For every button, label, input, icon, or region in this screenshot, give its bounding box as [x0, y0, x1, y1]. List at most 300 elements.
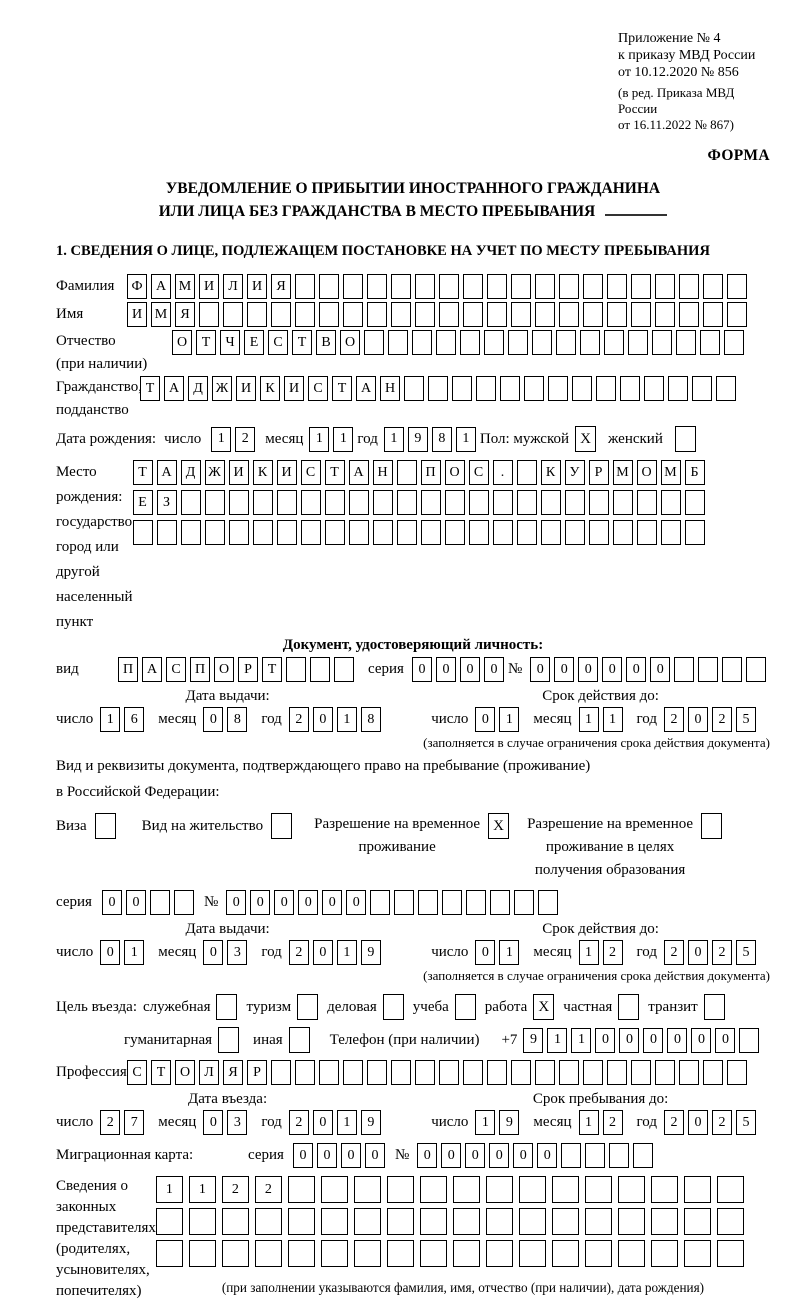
form-cell[interactable] — [229, 520, 249, 545]
form-cell[interactable] — [631, 302, 651, 327]
form-cell[interactable] — [700, 330, 720, 355]
form-cell[interactable] — [466, 890, 486, 915]
form-cell[interactable]: 0 — [341, 1143, 361, 1168]
form-cell[interactable] — [354, 1176, 381, 1203]
form-cell[interactable]: 1 — [384, 427, 404, 452]
form-cell[interactable] — [354, 1208, 381, 1235]
form-cell[interactable]: О — [172, 330, 192, 355]
form-cell[interactable] — [301, 520, 321, 545]
checkbox-purpose-official[interactable] — [216, 994, 237, 1020]
form-cell[interactable] — [674, 657, 694, 682]
form-cell[interactable]: 1 — [211, 427, 231, 452]
form-cell[interactable]: 0 — [346, 890, 366, 915]
form-cell[interactable]: 3 — [227, 940, 247, 965]
form-cell[interactable] — [746, 657, 766, 682]
form-cell[interactable]: Л — [199, 1060, 219, 1085]
form-cell[interactable] — [628, 330, 648, 355]
form-cell[interactable]: 0 — [417, 1143, 437, 1168]
form-cell[interactable]: 0 — [489, 1143, 509, 1168]
form-cell[interactable] — [633, 1143, 653, 1168]
form-cell[interactable]: С — [308, 376, 328, 401]
form-cell[interactable]: Ж — [205, 460, 225, 485]
form-cell[interactable] — [651, 1208, 678, 1235]
form-cell[interactable]: А — [356, 376, 376, 401]
form-cell[interactable] — [442, 890, 462, 915]
form-cell[interactable]: 0 — [537, 1143, 557, 1168]
form-cell[interactable]: 0 — [688, 707, 708, 732]
form-cell[interactable] — [156, 1208, 183, 1235]
form-cell[interactable] — [397, 460, 417, 485]
form-cell[interactable]: Р — [238, 657, 258, 682]
form-cell[interactable]: 1 — [571, 1028, 591, 1053]
checkbox-temp-permit-edu[interactable] — [701, 813, 722, 839]
form-cell[interactable]: 0 — [460, 657, 480, 682]
form-cell[interactable] — [548, 376, 568, 401]
form-cell[interactable] — [684, 1208, 711, 1235]
form-cell[interactable] — [463, 1060, 483, 1085]
form-cell[interactable] — [288, 1240, 315, 1267]
form-cell[interactable] — [277, 490, 297, 515]
form-cell[interactable]: 0 — [313, 707, 333, 732]
form-cell[interactable]: 0 — [513, 1143, 533, 1168]
checkbox-sex-female[interactable] — [675, 426, 696, 452]
form-cell[interactable]: 3 — [227, 1110, 247, 1135]
form-cell[interactable]: И — [236, 376, 256, 401]
form-cell[interactable] — [439, 274, 459, 299]
form-cell[interactable] — [583, 1060, 603, 1085]
form-cell[interactable]: . — [493, 460, 513, 485]
form-cell[interactable]: О — [175, 1060, 195, 1085]
checkbox-purpose-work[interactable]: X — [533, 994, 554, 1020]
form-cell[interactable]: 0 — [293, 1143, 313, 1168]
form-cell[interactable] — [607, 274, 627, 299]
form-cell[interactable] — [420, 1176, 447, 1203]
form-cell[interactable]: 2 — [712, 707, 732, 732]
form-cell[interactable] — [679, 274, 699, 299]
form-cell[interactable]: 0 — [226, 890, 246, 915]
form-cell[interactable]: 0 — [688, 1110, 708, 1135]
form-cell[interactable] — [559, 302, 579, 327]
form-cell[interactable] — [157, 520, 177, 545]
form-cell[interactable]: 1 — [337, 1110, 357, 1135]
form-cell[interactable] — [517, 490, 537, 515]
form-cell[interactable]: А — [164, 376, 184, 401]
form-cell[interactable]: 1 — [499, 707, 519, 732]
form-cell[interactable]: 0 — [126, 890, 146, 915]
form-cell[interactable] — [445, 520, 465, 545]
form-cell[interactable]: 0 — [313, 1110, 333, 1135]
form-cell[interactable] — [421, 490, 441, 515]
form-cell[interactable]: 0 — [365, 1143, 385, 1168]
form-cell[interactable] — [552, 1176, 579, 1203]
form-cell[interactable] — [490, 890, 510, 915]
form-cell[interactable] — [493, 520, 513, 545]
form-cell[interactable] — [535, 302, 555, 327]
form-cell[interactable] — [373, 490, 393, 515]
form-cell[interactable] — [387, 1240, 414, 1267]
checkbox-temp-permit[interactable]: X — [488, 813, 509, 839]
form-cell[interactable] — [388, 330, 408, 355]
form-cell[interactable] — [572, 376, 592, 401]
form-cell[interactable]: К — [541, 460, 561, 485]
form-cell[interactable] — [508, 330, 528, 355]
form-cell[interactable] — [535, 1060, 555, 1085]
form-cell[interactable] — [585, 1143, 605, 1168]
form-cell[interactable] — [552, 1208, 579, 1235]
form-cell[interactable]: 8 — [432, 427, 452, 452]
form-cell[interactable]: М — [613, 460, 633, 485]
form-cell[interactable]: 2 — [664, 707, 684, 732]
form-cell[interactable]: К — [253, 460, 273, 485]
form-cell[interactable] — [199, 302, 219, 327]
form-cell[interactable] — [391, 274, 411, 299]
form-cell[interactable] — [343, 274, 363, 299]
form-cell[interactable]: И — [247, 274, 267, 299]
form-cell[interactable] — [559, 274, 579, 299]
form-cell[interactable]: 2 — [664, 1110, 684, 1135]
form-cell[interactable]: 1 — [156, 1176, 183, 1203]
form-cell[interactable]: 0 — [602, 657, 622, 682]
form-cell[interactable] — [676, 330, 696, 355]
form-cell[interactable] — [295, 274, 315, 299]
form-cell[interactable] — [286, 657, 306, 682]
form-cell[interactable] — [181, 490, 201, 515]
form-cell[interactable] — [684, 1240, 711, 1267]
form-cell[interactable] — [561, 1143, 581, 1168]
form-cell[interactable]: 0 — [203, 1110, 223, 1135]
form-cell[interactable] — [391, 1060, 411, 1085]
form-cell[interactable]: М — [175, 274, 195, 299]
form-cell[interactable] — [511, 302, 531, 327]
form-cell[interactable]: Т — [196, 330, 216, 355]
form-cell[interactable]: 9 — [361, 1110, 381, 1135]
form-cell[interactable] — [420, 1240, 447, 1267]
form-cell[interactable] — [364, 330, 384, 355]
form-cell[interactable]: С — [469, 460, 489, 485]
form-cell[interactable]: 0 — [250, 890, 270, 915]
form-cell[interactable] — [486, 1176, 513, 1203]
form-cell[interactable] — [397, 520, 417, 545]
form-cell[interactable] — [596, 376, 616, 401]
form-cell[interactable] — [685, 520, 705, 545]
form-cell[interactable]: 0 — [667, 1028, 687, 1053]
form-cell[interactable] — [583, 274, 603, 299]
form-cell[interactable] — [552, 1240, 579, 1267]
form-cell[interactable] — [321, 1240, 348, 1267]
form-cell[interactable]: 0 — [465, 1143, 485, 1168]
form-cell[interactable] — [692, 376, 712, 401]
form-cell[interactable]: 2 — [235, 427, 255, 452]
form-cell[interactable] — [367, 274, 387, 299]
form-cell[interactable]: 2 — [255, 1176, 282, 1203]
form-cell[interactable] — [349, 520, 369, 545]
form-cell[interactable] — [319, 302, 339, 327]
form-cell[interactable] — [668, 376, 688, 401]
form-cell[interactable]: 0 — [317, 1143, 337, 1168]
form-cell[interactable] — [589, 490, 609, 515]
form-cell[interactable] — [463, 302, 483, 327]
form-cell[interactable] — [517, 460, 537, 485]
form-cell[interactable]: 2 — [712, 940, 732, 965]
form-cell[interactable] — [255, 1208, 282, 1235]
form-cell[interactable] — [631, 1060, 651, 1085]
form-cell[interactable]: Р — [589, 460, 609, 485]
form-cell[interactable] — [511, 274, 531, 299]
checkbox-sex-male[interactable]: X — [575, 426, 596, 452]
form-cell[interactable] — [519, 1176, 546, 1203]
form-cell[interactable]: 0 — [274, 890, 294, 915]
form-cell[interactable] — [486, 1208, 513, 1235]
form-cell[interactable]: 2 — [712, 1110, 732, 1135]
form-cell[interactable]: А — [142, 657, 162, 682]
form-cell[interactable]: 0 — [441, 1143, 461, 1168]
form-cell[interactable]: 1 — [333, 427, 353, 452]
form-cell[interactable] — [727, 302, 747, 327]
form-cell[interactable] — [205, 490, 225, 515]
form-cell[interactable] — [325, 490, 345, 515]
form-cell[interactable]: Н — [373, 460, 393, 485]
form-cell[interactable] — [469, 490, 489, 515]
form-cell[interactable]: К — [260, 376, 280, 401]
form-cell[interactable] — [205, 520, 225, 545]
form-cell[interactable] — [421, 520, 441, 545]
form-cell[interactable] — [514, 890, 534, 915]
form-cell[interactable] — [412, 330, 432, 355]
form-cell[interactable] — [367, 302, 387, 327]
form-cell[interactable]: 2 — [289, 940, 309, 965]
form-cell[interactable] — [524, 376, 544, 401]
form-cell[interactable]: 8 — [227, 707, 247, 732]
form-cell[interactable] — [271, 1060, 291, 1085]
form-cell[interactable]: 0 — [595, 1028, 615, 1053]
form-cell[interactable] — [685, 490, 705, 515]
form-cell[interactable]: Ф — [127, 274, 147, 299]
form-cell[interactable]: Е — [133, 490, 153, 515]
form-cell[interactable] — [181, 520, 201, 545]
checkbox-purpose-private[interactable] — [618, 994, 639, 1020]
form-cell[interactable] — [637, 490, 657, 515]
form-cell[interactable]: 0 — [475, 707, 495, 732]
form-cell[interactable] — [717, 1208, 744, 1235]
form-cell[interactable] — [609, 1143, 629, 1168]
form-cell[interactable]: 0 — [619, 1028, 639, 1053]
form-cell[interactable] — [644, 376, 664, 401]
form-cell[interactable] — [613, 490, 633, 515]
form-cell[interactable] — [493, 490, 513, 515]
form-cell[interactable]: Т — [133, 460, 153, 485]
form-cell[interactable]: 5 — [736, 707, 756, 732]
form-cell[interactable]: 0 — [626, 657, 646, 682]
form-cell[interactable] — [394, 890, 414, 915]
form-cell[interactable] — [453, 1240, 480, 1267]
form-cell[interactable] — [334, 657, 354, 682]
form-cell[interactable]: 2 — [664, 940, 684, 965]
form-cell[interactable]: Ч — [220, 330, 240, 355]
form-cell[interactable] — [174, 890, 194, 915]
form-cell[interactable] — [618, 1176, 645, 1203]
form-cell[interactable] — [255, 1240, 282, 1267]
form-cell[interactable]: И — [229, 460, 249, 485]
form-cell[interactable] — [189, 1208, 216, 1235]
form-cell[interactable]: С — [166, 657, 186, 682]
form-cell[interactable] — [651, 1240, 678, 1267]
checkbox-purpose-other[interactable] — [289, 1027, 310, 1053]
form-cell[interactable] — [739, 1028, 759, 1053]
form-cell[interactable]: Я — [271, 274, 291, 299]
form-cell[interactable]: 1 — [337, 940, 357, 965]
form-cell[interactable] — [618, 1208, 645, 1235]
form-cell[interactable] — [288, 1208, 315, 1235]
form-cell[interactable]: 0 — [688, 940, 708, 965]
checkbox-purpose-transit[interactable] — [704, 994, 725, 1020]
form-cell[interactable]: И — [127, 302, 147, 327]
form-cell[interactable]: 9 — [499, 1110, 519, 1135]
form-cell[interactable] — [463, 274, 483, 299]
form-cell[interactable]: 2 — [603, 940, 623, 965]
form-cell[interactable]: 6 — [124, 707, 144, 732]
form-cell[interactable]: 2 — [100, 1110, 120, 1135]
form-cell[interactable] — [727, 1060, 747, 1085]
form-cell[interactable]: 0 — [650, 657, 670, 682]
form-cell[interactable]: У — [565, 460, 585, 485]
form-cell[interactable]: 0 — [100, 940, 120, 965]
form-cell[interactable] — [476, 376, 496, 401]
form-cell[interactable]: Т — [292, 330, 312, 355]
form-cell[interactable]: С — [127, 1060, 147, 1085]
form-cell[interactable]: 9 — [408, 427, 428, 452]
form-cell[interactable]: Т — [140, 376, 160, 401]
form-cell[interactable]: И — [199, 274, 219, 299]
form-cell[interactable]: С — [301, 460, 321, 485]
form-cell[interactable] — [583, 302, 603, 327]
form-cell[interactable]: 2 — [289, 1110, 309, 1135]
form-cell[interactable] — [618, 1240, 645, 1267]
form-cell[interactable]: 1 — [579, 707, 599, 732]
form-cell[interactable]: 0 — [715, 1028, 735, 1053]
form-cell[interactable]: Т — [332, 376, 352, 401]
form-cell[interactable] — [391, 302, 411, 327]
form-cell[interactable] — [404, 376, 424, 401]
form-cell[interactable] — [655, 1060, 675, 1085]
form-cell[interactable]: С — [268, 330, 288, 355]
form-cell[interactable] — [589, 520, 609, 545]
form-cell[interactable]: И — [277, 460, 297, 485]
form-cell[interactable] — [453, 1176, 480, 1203]
form-cell[interactable] — [538, 890, 558, 915]
form-cell[interactable] — [661, 490, 681, 515]
form-cell[interactable] — [717, 1240, 744, 1267]
form-cell[interactable]: 0 — [578, 657, 598, 682]
form-cell[interactable]: 1 — [579, 940, 599, 965]
form-cell[interactable] — [679, 302, 699, 327]
form-cell[interactable] — [156, 1240, 183, 1267]
form-cell[interactable] — [133, 520, 153, 545]
form-cell[interactable]: 5 — [736, 940, 756, 965]
checkbox-purpose-business[interactable] — [383, 994, 404, 1020]
form-cell[interactable] — [565, 520, 585, 545]
form-cell[interactable] — [271, 302, 291, 327]
form-cell[interactable] — [580, 330, 600, 355]
form-cell[interactable]: 1 — [475, 1110, 495, 1135]
form-cell[interactable] — [655, 302, 675, 327]
form-cell[interactable] — [651, 1176, 678, 1203]
form-cell[interactable]: 1 — [499, 940, 519, 965]
form-cell[interactable]: 0 — [298, 890, 318, 915]
form-cell[interactable]: Я — [175, 302, 195, 327]
form-cell[interactable] — [585, 1176, 612, 1203]
form-cell[interactable] — [607, 302, 627, 327]
form-cell[interactable]: О — [214, 657, 234, 682]
form-cell[interactable] — [532, 330, 552, 355]
form-cell[interactable]: Т — [151, 1060, 171, 1085]
form-cell[interactable]: Я — [223, 1060, 243, 1085]
form-cell[interactable]: 1 — [337, 707, 357, 732]
form-cell[interactable] — [565, 490, 585, 515]
form-cell[interactable] — [727, 274, 747, 299]
form-cell[interactable]: О — [445, 460, 465, 485]
form-cell[interactable] — [652, 330, 672, 355]
form-cell[interactable] — [310, 657, 330, 682]
form-cell[interactable] — [343, 302, 363, 327]
form-cell[interactable] — [519, 1208, 546, 1235]
form-cell[interactable]: 9 — [523, 1028, 543, 1053]
form-cell[interactable] — [541, 490, 561, 515]
form-cell[interactable] — [487, 274, 507, 299]
form-cell[interactable] — [295, 1060, 315, 1085]
form-cell[interactable]: М — [661, 460, 681, 485]
form-cell[interactable]: П — [190, 657, 210, 682]
form-cell[interactable] — [349, 490, 369, 515]
form-cell[interactable]: 0 — [313, 940, 333, 965]
form-cell[interactable] — [613, 520, 633, 545]
form-cell[interactable]: 1 — [456, 427, 476, 452]
form-cell[interactable]: Т — [325, 460, 345, 485]
form-cell[interactable] — [519, 1240, 546, 1267]
form-cell[interactable]: О — [340, 330, 360, 355]
form-cell[interactable] — [222, 1240, 249, 1267]
form-cell[interactable] — [541, 520, 561, 545]
form-cell[interactable]: А — [151, 274, 171, 299]
form-cell[interactable] — [247, 302, 267, 327]
form-cell[interactable] — [703, 1060, 723, 1085]
form-cell[interactable] — [703, 274, 723, 299]
form-cell[interactable]: 1 — [547, 1028, 567, 1053]
form-cell[interactable] — [420, 1208, 447, 1235]
form-cell[interactable] — [415, 302, 435, 327]
form-cell[interactable]: 2 — [603, 1110, 623, 1135]
form-cell[interactable]: Б — [685, 460, 705, 485]
form-cell[interactable]: Т — [262, 657, 282, 682]
form-cell[interactable] — [370, 890, 390, 915]
form-cell[interactable] — [661, 520, 681, 545]
form-cell[interactable] — [631, 274, 651, 299]
form-cell[interactable] — [150, 890, 170, 915]
form-cell[interactable]: Л — [223, 274, 243, 299]
form-cell[interactable]: 5 — [736, 1110, 756, 1135]
form-cell[interactable] — [724, 330, 744, 355]
form-cell[interactable] — [319, 1060, 339, 1085]
form-cell[interactable] — [487, 1060, 507, 1085]
form-cell[interactable] — [397, 490, 417, 515]
form-cell[interactable]: 0 — [475, 940, 495, 965]
form-cell[interactable] — [277, 520, 297, 545]
form-cell[interactable] — [716, 376, 736, 401]
checkbox-purpose-study[interactable] — [455, 994, 476, 1020]
form-cell[interactable]: Р — [247, 1060, 267, 1085]
form-cell[interactable]: 1 — [124, 940, 144, 965]
form-cell[interactable] — [354, 1240, 381, 1267]
form-cell[interactable]: Д — [188, 376, 208, 401]
